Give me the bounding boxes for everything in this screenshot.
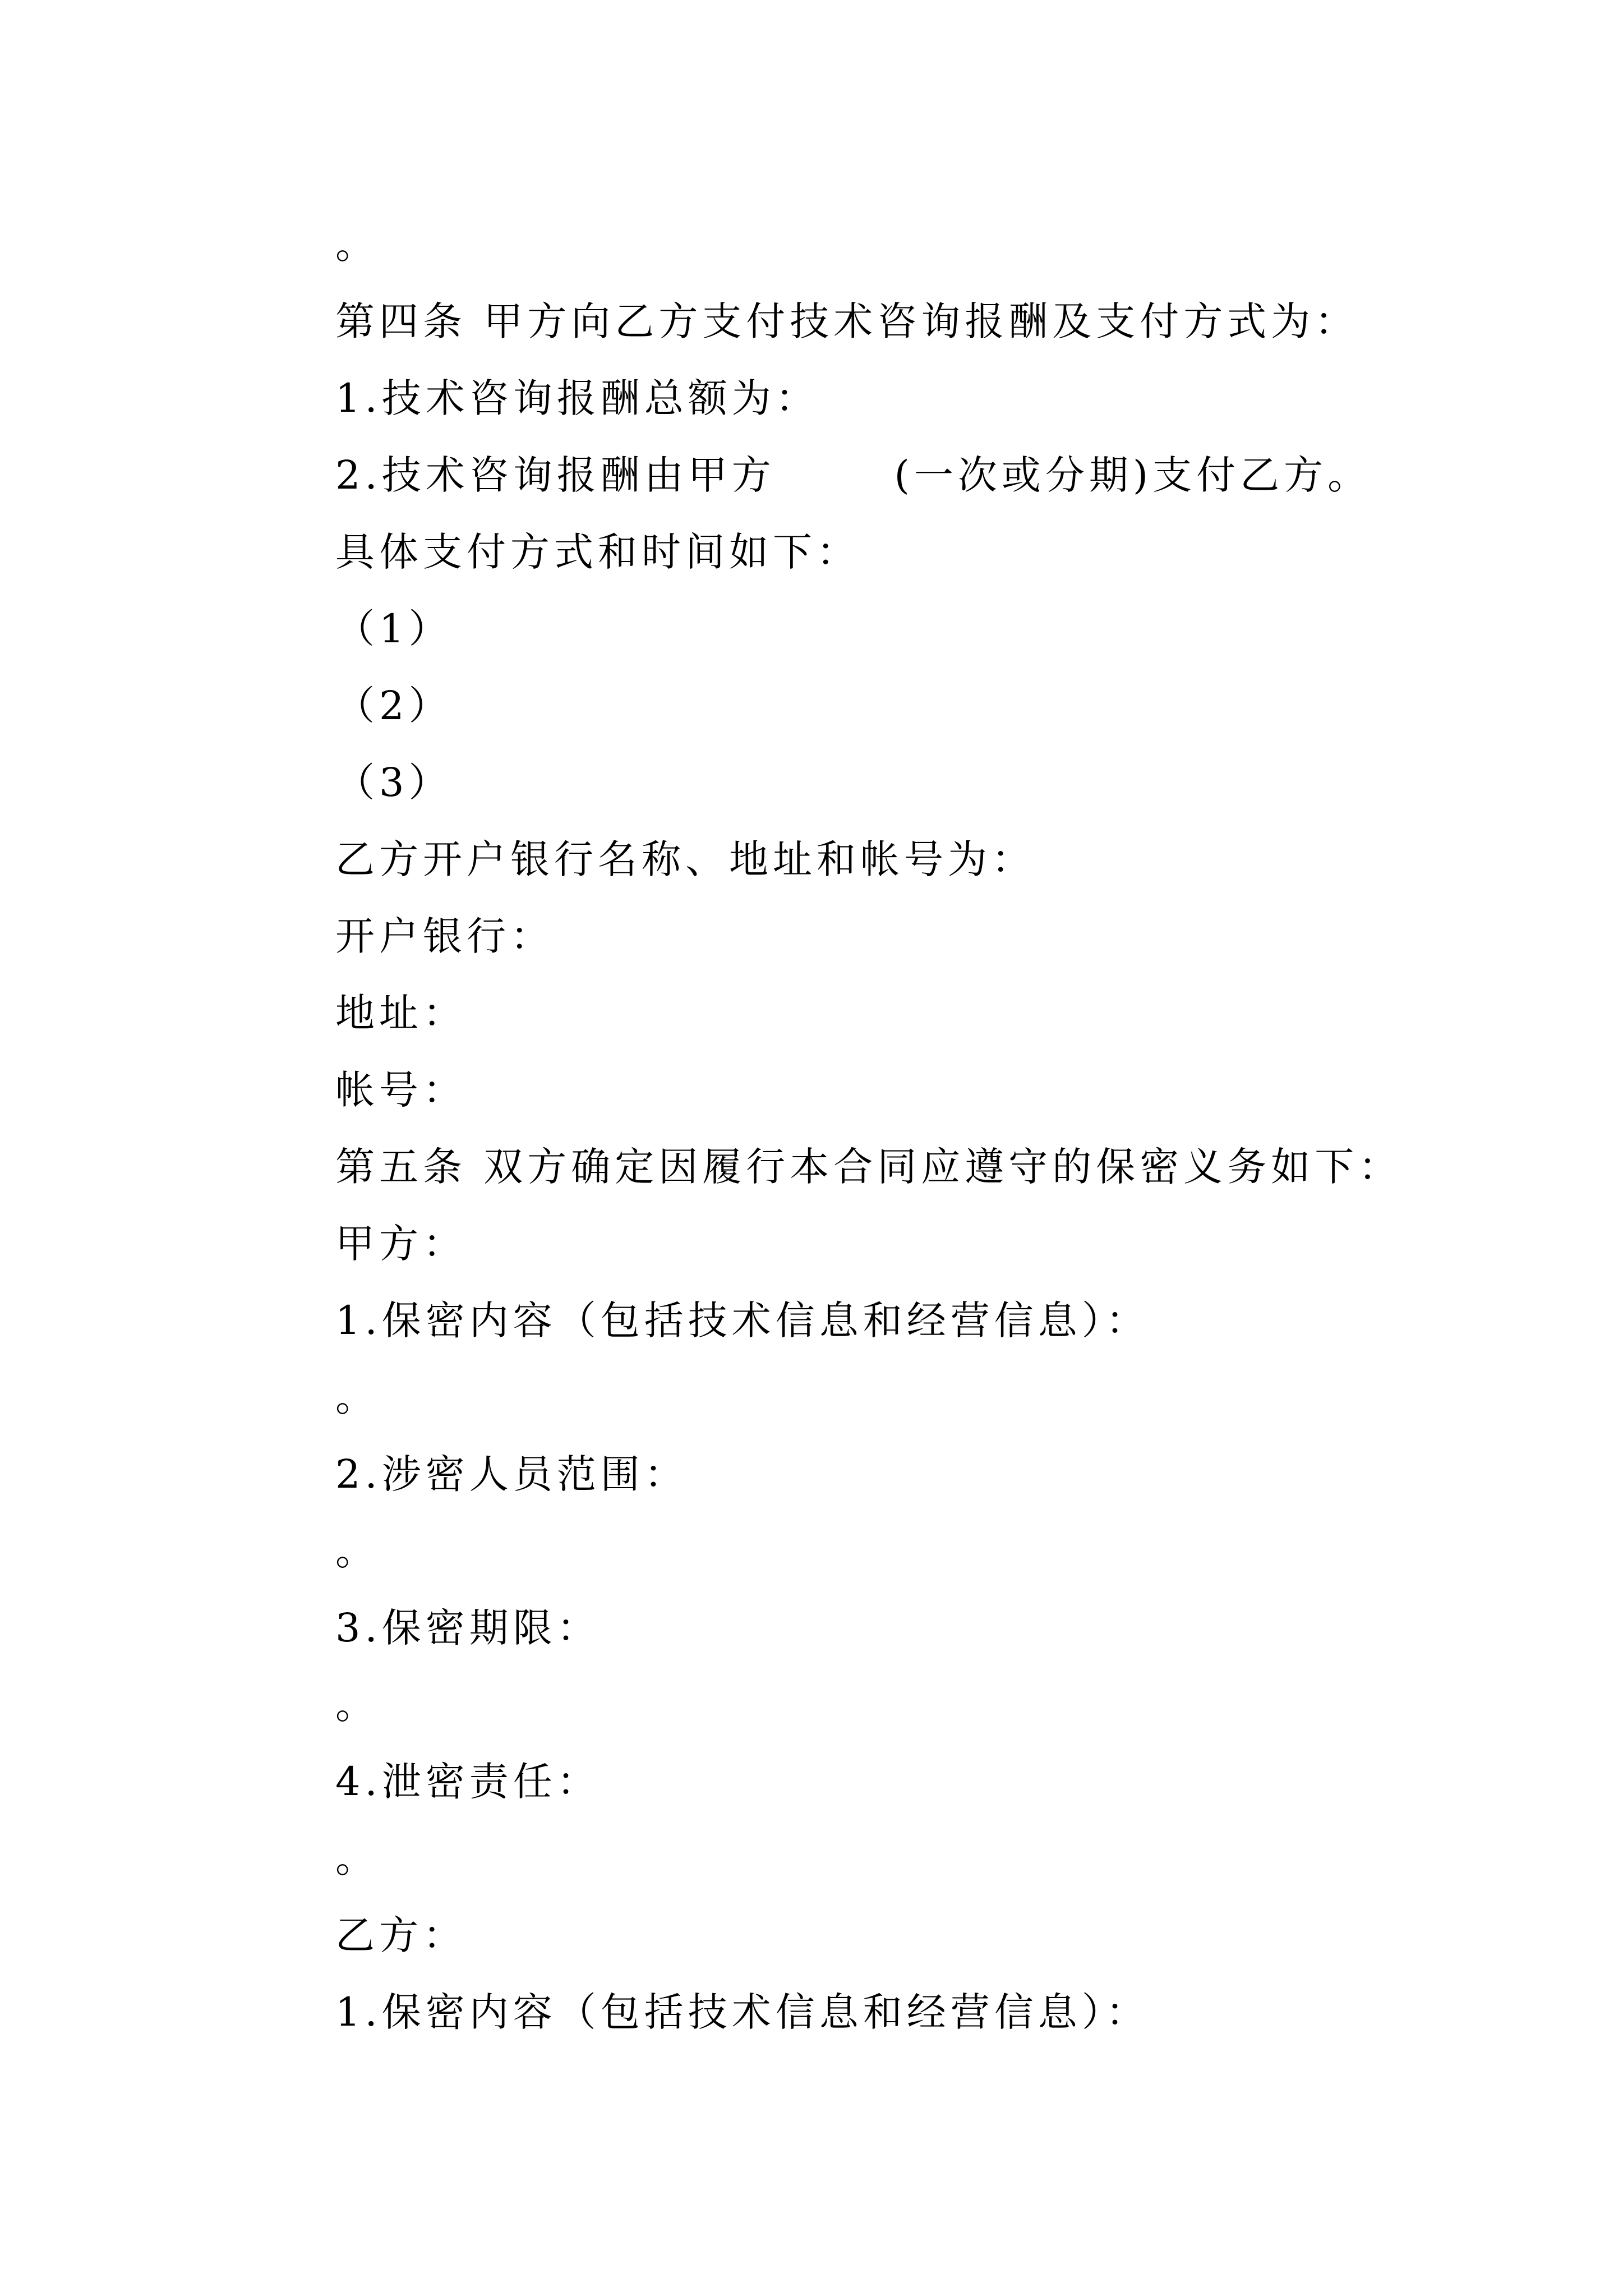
bank-info-heading: 乙方开户银行名称、地址和帐号为： bbox=[335, 836, 1035, 882]
bank-account-line: 帐号： bbox=[335, 1067, 467, 1113]
fee-payment-line: 2.技术咨询报酬由甲方 (一次或分期)支付乙方。 bbox=[335, 452, 1372, 498]
party-a-personnel-scope: 2.涉密人员范围： bbox=[335, 1451, 688, 1497]
party-a-confidential-content: 1.保密内容（包括技术信息和经营信息）： bbox=[335, 1297, 1150, 1343]
payment-item-1: （1） bbox=[335, 606, 453, 652]
text-line-period-2: 。 bbox=[335, 1528, 379, 1574]
contract-text bbox=[335, 206, 1457, 2051]
payment-method-line: 具体支付方式和时间如下： bbox=[335, 529, 860, 575]
party-b-confidential-content: 1.保密内容（包括技术信息和经营信息）： bbox=[335, 1989, 1150, 2035]
party-a-confidential-term: 3.保密期限： bbox=[335, 1605, 601, 1651]
text-line-closing-period: 。 bbox=[335, 222, 379, 268]
article-five-heading: 第五条 双方确定因履行本合同应遵守的保密义务如下： bbox=[335, 1144, 1403, 1190]
party-b-label: 乙方： bbox=[335, 1912, 467, 1958]
article-four-heading: 第四条 甲方向乙方支付技术咨询报酬及支付方式为： bbox=[335, 298, 1359, 344]
bank-address-line: 地址： bbox=[335, 990, 467, 1036]
text-line-period-1: 。 bbox=[335, 1374, 379, 1420]
payment-item-2: （2） bbox=[335, 683, 453, 729]
text-line-period-3: 。 bbox=[335, 1682, 379, 1728]
fee-total-line: 1.技术咨询报酬总额为： bbox=[335, 375, 819, 421]
payment-item-3: （3） bbox=[335, 760, 453, 806]
party-a-label: 甲方： bbox=[335, 1221, 467, 1267]
bank-name-line: 开户银行： bbox=[335, 913, 554, 959]
party-a-leak-liability: 4.泄密责任： bbox=[335, 1759, 601, 1805]
text-line-period-4: 。 bbox=[335, 1835, 379, 1881]
